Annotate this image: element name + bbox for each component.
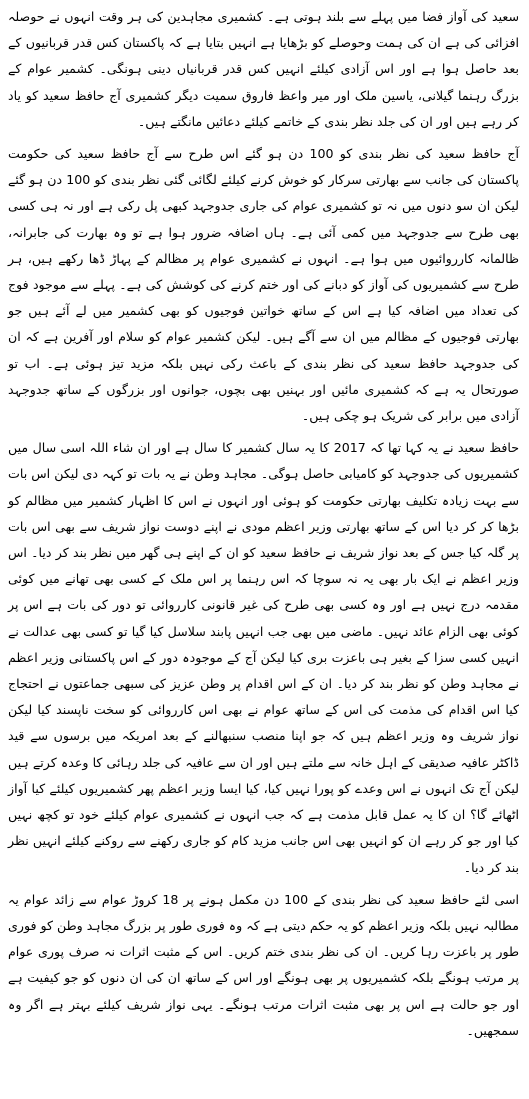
article-paragraph-2: آج حافظ سعید کی نظر بندی کو 100 دن ہو گئے اس طرح سے آج حافظ سعید کی حکومت پاکستان کی جانب سے بھارتی سرکار کو خوش کرنے کیلئے لگائی گئی نظر بندی کو 100 دن ہو گئے لیکن ان سو دنوں میں نہ تو کشمیری عوام کی جاری جدوجہد کبھی پل رکی ہے اور نہ ہی کسی بھی طرح سے جدوجہد میں کمی آئی ہے۔ ہاں اضافہ ضرور ہوا ہے تو وہ بھارت کی جابرانہ، ظالمانہ کارروائیوں میں ہوا ہے۔ انہوں نے کشمیری عوام پر مظالم کے پہاڑ ڈھا رکھے ہیں، ہر طرح سے کشمیریوں کی آواز کو دبانے کی اور ختم کرنے کی کوشش کی ہے۔ پہلے سے موجود فوج کی تعداد میں اضافہ کیا ہے اس کے ساتھ خواتین فوجیوں کو بھی کشمیر میں لے آئے ہیں جو بھارتی فوجیوں کے مظالم میں ان سے آگے ہیں۔ لیکن کشمیر عوام کو سلام اور آفرین ہے کہ ان کی جدوجہد حافظ سعید کی نظر بندی کے باعث رکی نہیں بلکہ مزید تیز ہوئی ہے۔ اب تو صورتحال یہ ہے کہ کشمیری مائیں اور بہنیں بھی بچوں، جوانوں اور بزرگوں کے ساتھ جدوجہد آزادی میں برابر کی شریک ہو چکی ہیں۔	[8, 146, 519, 424]
article-paragraph-3: حافظ سعید نے یہ کہا تھا کہ 2017 کا یہ سال کشمیر کا سال ہے اور ان شاء اللہ اسی سال میں کشمیریوں کی جدوجہد کو کامیابی حاصل ہوگی۔ مجاہد وطن نے یہ بات تو کہہ دی لیکن اس بات سے بہت زیادہ تکلیف بھارتی حکومت کو ہوئی اور انہوں نے اس کا اظہار کشمیر میں مظالم کو بڑھا کر کر دیا اس کے ساتھ بھارتی وزیر اعظم مودی نے اپنے دوست نواز شریف سے بھی اس بات پر گلہ کیا جس کے بعد نواز شریف نے حافظ سعید کو ان کے اپنے ہی گھر میں نظر بند کر دیا۔ اس وزیر اعظم نے ایک بار بھی یہ نہ سوچا کہ اس رہنما پر اس ملک کے کسی بھی تھانے میں کوئی مقدمہ درج نہیں ہے اور وہ کسی بھی طرح کی غیر قانونی کارروائی تو دور کی بات ہے اس پر کوئی بھی الزام عائد نہیں۔ ماضی میں بھی جب انہیں پابند سلاسل کیا گیا تو کسی بھی عدالت نے انہیں کسی سزا کے بغیر ہی باعزت بری کیا لیکن آج کے موجودہ دور کے اس پاکستانی وزیر اعظم نے مجاہد وطن کو نظر بند کر دیا۔ ان کے اس اقدام پر وطن عزیز کی سبھی جماعتوں نے احتجاج کیا اس اقدام کی مذمت کی اس کے ساتھ عوام نے بھی اس کارروائی کو سخت ناپسند کیا لیکن نواز شریف وہ وزیر اعظم ہیں کہ جو اپنا منصب سنبھالنے کے بعد امریکہ میں برسوں سے قید ڈاکٹر عافیہ صدیقی کے اہل خانہ سے ملتے ہیں اور ان سے عافیہ کی جلد رہائی کا وعدہ کرتے ہیں لیکن آج تک انہوں نے اس وعدے کو پورا نہیں کیا، کیا ایسا وزیر اعظم پھر کشمیریوں کیلئے کیا آواز اٹھائے گا؟ ان کا یہ عمل قابل مذمت ہے کہ جب انہوں نے کشمیری عوام کیلئے خود تو کچھ نہیں کیا اور جو کر رہے ان کو انہیں بھی اس جانب مزید کام کو جاری رکھنے سے روکنے کیلئے انہیں نظر بند کر دیا۔	[8, 440, 519, 875]
article-paragraph-4: اسی لئے حافظ سعید کی نظر بندی کے 100 دن مکمل ہونے پر 18 کروڑ عوام سے زائد عوام یہ مطالبہ نہیں بلکہ وزیر اعظم کو یہ حکم دیتی ہے کہ وہ فوری طور پر بزرگ مجاہد وطن کو فوری طور پر باعزت رہا کریں۔ ان کی نظر بندی ختم کریں۔ اس کے مثبت اثرات نہ صرف پوری عوام پر مرتب ہونگے بلکہ کشمیریوں پر بھی ہونگے اور اس کے ساتھ ان کی ان دنوں کو جو کیفیت ہے اور جو حالت ہے اس پر بھی مثبت اثرات مرتب ہونگے۔ یہی نواز شریف کیلئے بہتر ہے اگر وہ سمجھیں۔	[8, 891, 519, 1038]
article-paragraph-1: سعید کی آواز فضا میں پہلے سے بلند ہوتی ہے۔ کشمیری مجاہدین کی ہر وقت انہوں نے حوصلہ افزائی کی ہے ان کی ہمت وحوصلے کو بڑھایا ہے انہیں بتایا ہے کہ پاکستان کس قدر قربانیوں کے بعد حاصل ہوا ہے اور اس آزادی کیلئے انہیں کس قدر قربانیاں دینی ہونگی۔ کشمیر عوام کے بزرگ رہنما گیلانی، یاسین ملک اور میر واعظ فاروق سمیت دیگر کشمیری آج حافظ سعید کو یاد کر رہے ہیں اور ان کی جلد نظر بندی کے خاتمے کیلئے دعائیں مانگتے ہیں۔	[8, 9, 519, 129]
